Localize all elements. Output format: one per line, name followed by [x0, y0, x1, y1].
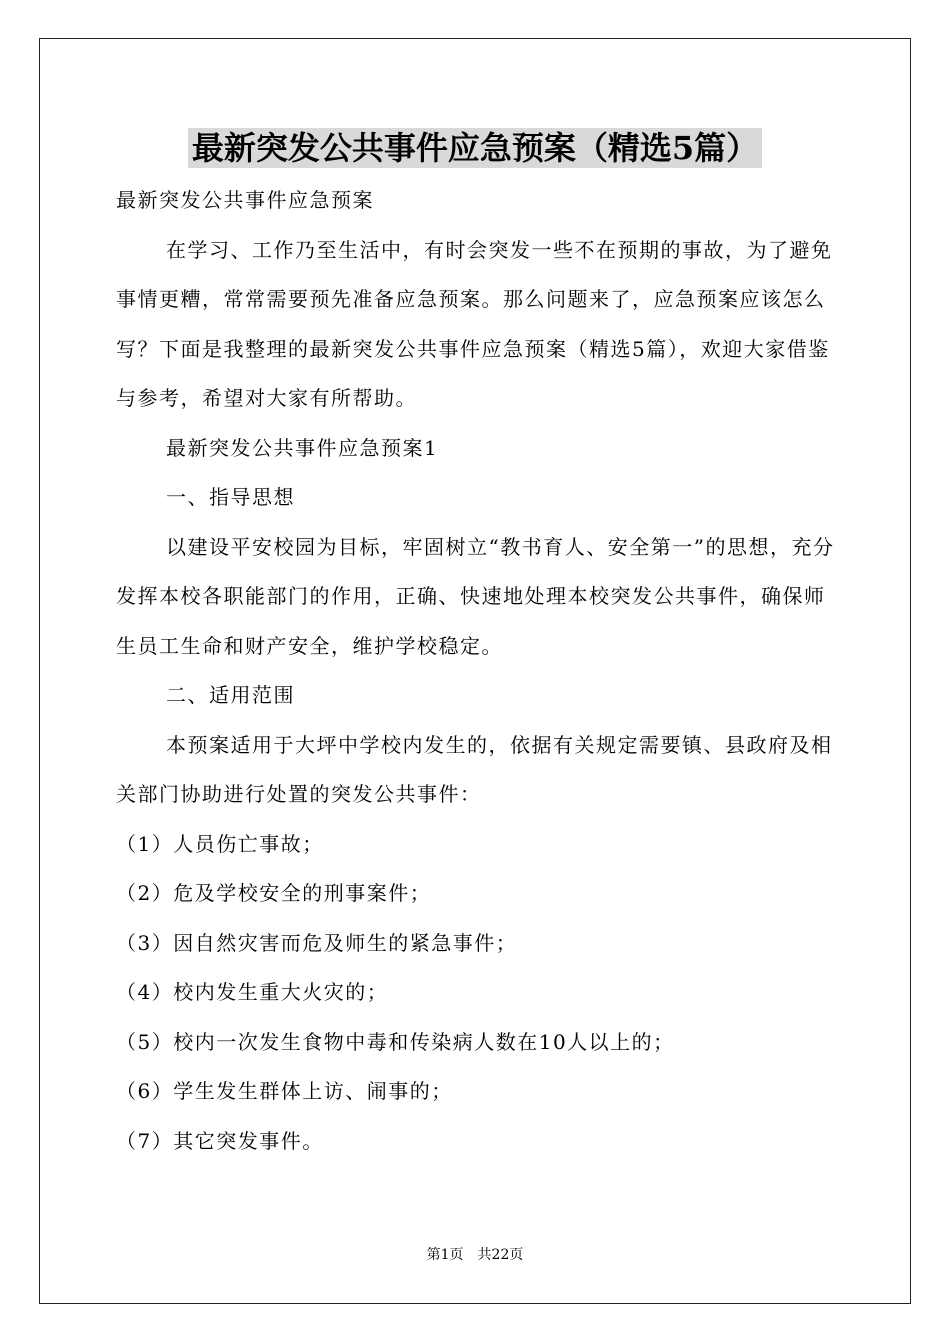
- intro-paragraph: 在学习、工作乃至生活中，有时会突发一些不在预期的事故，为了避免事情更糟，常常需要预先准备应急预案。那么问题来了，应急预案应该怎么写？下面是我整理的最新突发公共事件应急预案（精选5篇），欢迎大家借鉴与参考，希望对大家有所帮助。: [116, 237, 833, 410]
- list-item: （6）学生发生群体上访、闹事的；: [116, 1079, 453, 1103]
- list-item: （5）校内一次发生食物中毒和传染病人数在10人以上的；: [116, 1029, 675, 1054]
- list-item: （2）危及学校安全的刑事案件；: [116, 881, 432, 905]
- list-item: （7）其它突发事件。: [116, 1128, 324, 1153]
- list-item: （4）校内发生重大火灾的；: [116, 980, 389, 1004]
- paragraph-scope: 本预案适用于大坪中学校内发生的，依据有关规定需要镇、县政府及相关部门协助进行处置的突发公共事件：: [116, 732, 833, 806]
- document-title: 最新突发公共事件应急预案（精选5篇）: [188, 128, 762, 168]
- section-title: 最新突发公共事件应急预案1: [166, 435, 439, 460]
- list-item: （3）因自然灾害而危及师生的紧急事件；: [116, 930, 518, 955]
- paragraph-guiding-ideology: 以建设平安校园为目标，牢固树立“教书育人、安全第一”的思想，充分发挥本校各职能部门的作用，正确、快速地处理本校突发公共事件，确保师生员工生命和财产安全，维护学校稳定。: [116, 534, 835, 658]
- heading-scope: 二、适用范围: [166, 683, 295, 707]
- list-item: （1）人员伤亡事故；: [116, 831, 324, 856]
- title-wrap: [0, 128, 950, 168]
- page-current: 第1页: [426, 1247, 464, 1263]
- page-total: 共22页: [477, 1247, 524, 1263]
- page-footer: [0, 1246, 950, 1264]
- document-subtitle: 最新突发公共事件应急预案: [116, 188, 374, 212]
- document-body: [116, 176, 836, 1166]
- heading-guiding-ideology: 一、指导思想: [166, 485, 295, 509]
